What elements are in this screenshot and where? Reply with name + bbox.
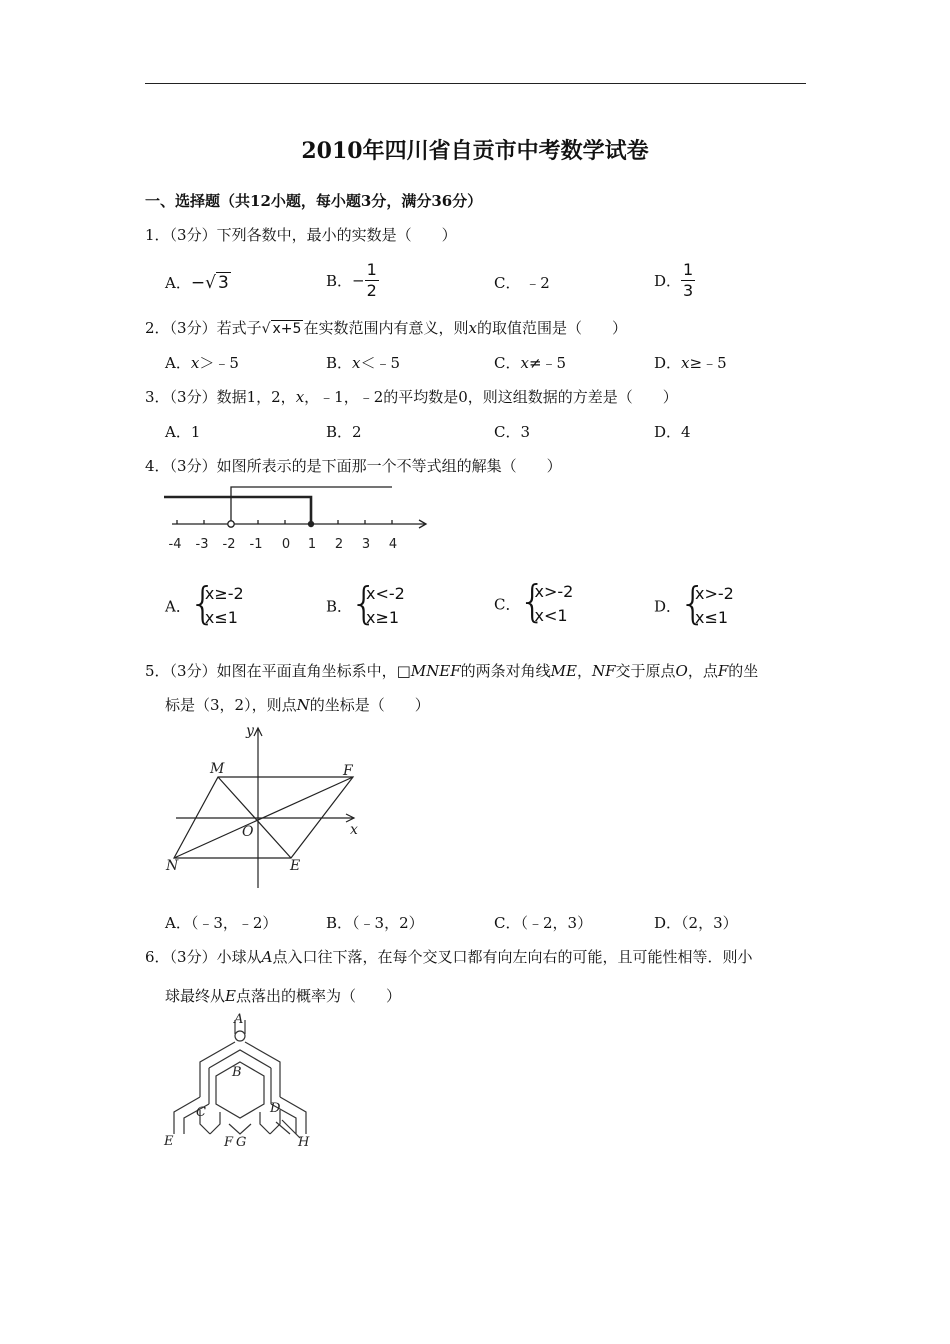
- point-label-n: N: [166, 858, 179, 874]
- q2-option-b[interactable]: B．x＜﹣5: [326, 354, 401, 372]
- q5-option-b[interactable]: B．（﹣3，2）: [326, 914, 424, 932]
- label-f: F: [224, 1135, 234, 1150]
- ball-drop-figure: [160, 1012, 330, 1152]
- q3-option-a[interactable]: A．1: [165, 423, 201, 441]
- question-3-stem: 3．（3分）数据1，2，x，﹣1，﹣2的平均数是0，则这组数据的方差是（ ）: [145, 388, 678, 406]
- point-label-o: O: [242, 824, 254, 840]
- fraction: $\frac{1}{3}$: [683, 260, 694, 300]
- fraction: $\frac{1}{2}$: [366, 260, 377, 300]
- q5-option-a[interactable]: A．（﹣3，﹣2）: [165, 914, 278, 932]
- inequality-system: { x>-2 x≤1: [681, 582, 734, 630]
- tick-label: 4: [388, 537, 398, 552]
- label-a: A: [234, 1012, 244, 1027]
- number-line-figure: [160, 480, 440, 555]
- open-point: [228, 521, 234, 527]
- section-heading: 一、选择题（共12小题，每小题3分，满分36分）: [145, 192, 483, 210]
- label-e: E: [164, 1134, 174, 1149]
- tick-label: -4: [168, 537, 182, 552]
- wall-left-upper: [200, 1042, 235, 1097]
- x-axis-label: x: [350, 822, 358, 838]
- q5-option-c[interactable]: C．（﹣2，3）: [494, 914, 593, 932]
- q3-option-d[interactable]: D．4: [654, 423, 691, 441]
- label-d: D: [270, 1101, 281, 1116]
- q3-option-c[interactable]: C．3: [494, 423, 531, 441]
- closed-point: [308, 521, 314, 527]
- q4-option-c[interactable]: C． { x>-2 x<1: [494, 580, 573, 628]
- question-2-stem: 2．（3分）若式子√ x+5 在实数范围内有意义，则x的取值范围是（ ）: [145, 319, 627, 337]
- tick-labels: [169, 537, 398, 552]
- ball-circle: [235, 1031, 245, 1041]
- q3-option-b[interactable]: B．2: [326, 423, 362, 441]
- q2-option-a[interactable]: A．x＞﹣5: [165, 354, 239, 372]
- label-b: B: [232, 1065, 242, 1080]
- q4-option-a[interactable]: A． { x≥-2 x≤1: [165, 582, 244, 630]
- y-axis-label: y: [246, 723, 254, 739]
- tick-label: -3: [195, 537, 209, 552]
- q2-option-c[interactable]: C．x≠﹣5: [494, 354, 567, 372]
- q1-option-b[interactable]: B．− $\frac{1}{2}$: [326, 260, 377, 300]
- q1-option-c[interactable]: C． ﹣2: [494, 274, 550, 292]
- wall-right-upper: [245, 1042, 280, 1097]
- tick-label: -1: [249, 537, 263, 552]
- q4-option-d[interactable]: D． { x>-2 x≤1: [654, 582, 734, 630]
- point-label-f: F: [343, 763, 353, 779]
- question-6-line-1: 6．（3分）小球从A点入口往下落，在每个交叉口都有向左向右的可能，且可能性相等．则小: [145, 948, 753, 966]
- point-label-e: E: [290, 858, 301, 874]
- q4-option-b[interactable]: B． { x<-2 x≥1: [326, 582, 405, 630]
- question-1-stem: 1．（3分）下列各数中，最小的实数是（ ）: [145, 226, 457, 244]
- tick-label: 2: [334, 537, 344, 552]
- point-label-m: M: [210, 761, 225, 777]
- label-g: G: [236, 1135, 247, 1150]
- q5-option-d[interactable]: D．（2，3）: [654, 914, 738, 932]
- q1-option-d[interactable]: D． $\frac{1}{3}$: [654, 260, 694, 300]
- inequality-system: { x>-2 x<1: [520, 580, 573, 628]
- q2-option-d[interactable]: D．x≥﹣5: [654, 354, 727, 372]
- inequality-system: { x<-2 x≥1: [352, 582, 405, 630]
- bracket-left: [164, 497, 311, 521]
- tick-label: 3: [361, 537, 371, 552]
- page-title: 2010年四川省自贡市中考数学试卷: [301, 138, 649, 164]
- question-5-line-2: 标是（3，2），则点N的坐标是（ ）: [165, 696, 430, 714]
- tick-label: 0: [281, 537, 291, 552]
- header-rule: [145, 83, 806, 84]
- label-c: C: [196, 1105, 206, 1120]
- tick-label: -2: [222, 537, 236, 552]
- question-4-stem: 4．（3分）如图所表示的是下面那一个不等式组的解集（ ）: [145, 457, 562, 475]
- question-5-line-1: 5．（3分）如图在平面直角坐标系中，□MNEF的两条对角线ME，NF交于原点O，点F的坐: [145, 662, 759, 680]
- q1-option-a[interactable]: A．−√ 3: [165, 273, 229, 293]
- coordinate-figure: [158, 718, 368, 893]
- label-h: H: [298, 1135, 310, 1150]
- inequality-system: { x≥-2 x≤1: [191, 582, 244, 630]
- tick-label: 1: [307, 537, 317, 552]
- question-6-line-2: 球最终从E点落出的概率为（ ）: [165, 987, 401, 1005]
